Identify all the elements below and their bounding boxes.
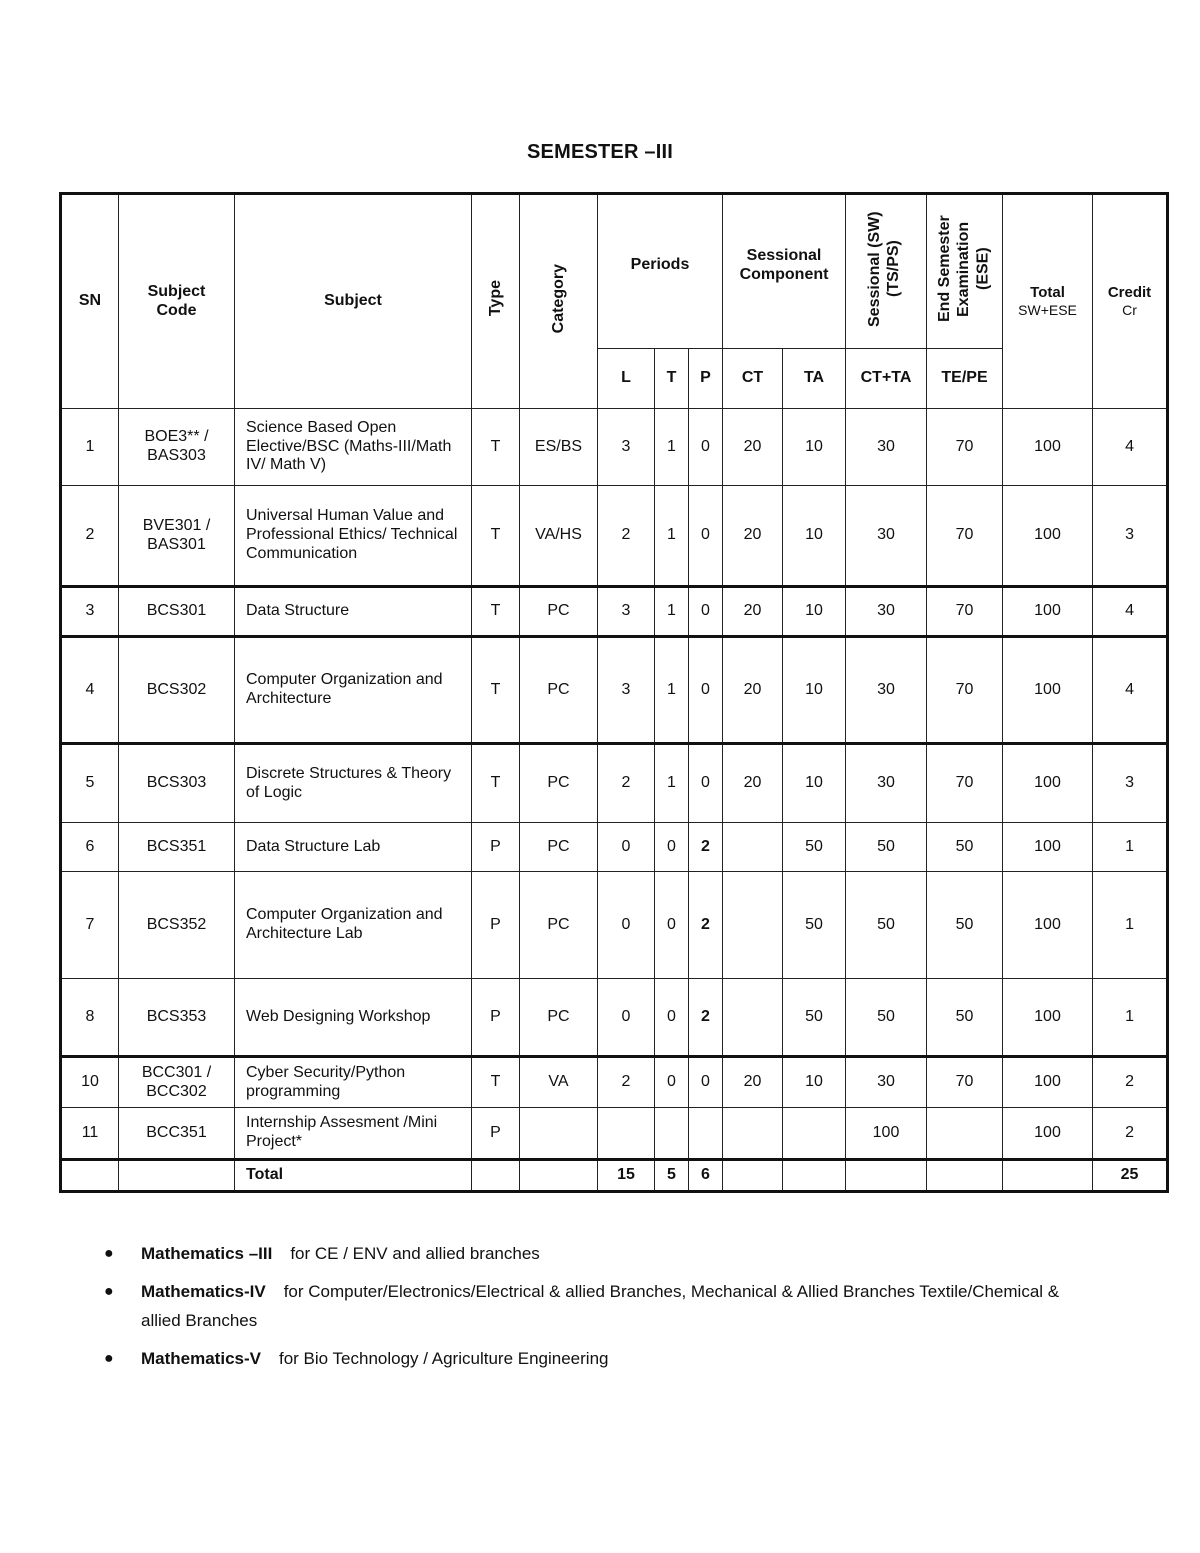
row-total: 100 xyxy=(1003,1108,1093,1160)
row-sn: 7 xyxy=(61,872,119,979)
table-row xyxy=(61,1108,1168,1160)
row-credit: 1 xyxy=(1093,872,1168,979)
row-ct xyxy=(723,872,783,979)
row-type: T xyxy=(472,1057,520,1108)
row-code: BOE3** / BAS303 xyxy=(119,409,235,486)
row-credit: 2 xyxy=(1093,1108,1168,1160)
row-l: 0 xyxy=(598,823,655,872)
header-periods: Periods xyxy=(598,194,723,349)
row-p: 0 xyxy=(689,1057,723,1108)
row-ct: 20 xyxy=(723,637,783,744)
bullet-icon: ● xyxy=(104,1349,114,1367)
table-row xyxy=(61,823,1168,872)
row-l: 3 xyxy=(598,587,655,637)
header-sessional-sw: Sessional (SW) (TS/PS) xyxy=(846,194,927,349)
row-ese: 50 xyxy=(927,872,1003,979)
row-sw: 100 xyxy=(846,1108,927,1160)
row-t: 1 xyxy=(655,486,689,587)
note-item: ● Mathematics-IV for Computer/Electronics/Electrical & allied Branches, Mechanical & Allied Branches Textile/Chemical & allied Branches xyxy=(104,1278,1101,1336)
row-code: BCS301 xyxy=(119,587,235,637)
table-row xyxy=(61,872,1168,979)
header-subject: Subject xyxy=(235,194,472,409)
row-subject: Discrete Structures & Theory of Logic xyxy=(235,744,472,823)
table-row xyxy=(61,587,1168,637)
row-ct: 20 xyxy=(723,587,783,637)
row-sw: 30 xyxy=(846,587,927,637)
row-sn: 4 xyxy=(61,637,119,744)
row-type: T xyxy=(472,486,520,587)
total-l: 15 xyxy=(598,1160,655,1192)
row-p: 0 xyxy=(689,587,723,637)
row-subject: Web Designing Workshop xyxy=(235,979,472,1057)
row-ta: 10 xyxy=(783,486,846,587)
row-type: T xyxy=(472,409,520,486)
row-p xyxy=(689,1108,723,1160)
row-l: 3 xyxy=(598,409,655,486)
row-sw: 50 xyxy=(846,979,927,1057)
row-ct: 20 xyxy=(723,744,783,823)
row-type: P xyxy=(472,1108,520,1160)
semester-table xyxy=(59,192,1169,1193)
header-credit: Credit Cr xyxy=(1093,194,1168,409)
row-t: 1 xyxy=(655,409,689,486)
row-credit: 4 xyxy=(1093,409,1168,486)
row-subject: Cyber Security/Python programming xyxy=(235,1057,472,1108)
row-t: 0 xyxy=(655,979,689,1057)
row-category: PC xyxy=(520,823,598,872)
row-code: BVE301 / BAS301 xyxy=(119,486,235,587)
row-total: 100 xyxy=(1003,744,1093,823)
row-t: 0 xyxy=(655,1057,689,1108)
row-credit: 2 xyxy=(1093,1057,1168,1108)
row-total: 100 xyxy=(1003,409,1093,486)
row-l: 2 xyxy=(598,1057,655,1108)
table-row xyxy=(61,486,1168,587)
row-ta: 50 xyxy=(783,823,846,872)
row-category: PC xyxy=(520,872,598,979)
row-type: T xyxy=(472,744,520,823)
row-ese: 70 xyxy=(927,587,1003,637)
row-ese: 50 xyxy=(927,823,1003,872)
row-ct: 20 xyxy=(723,486,783,587)
header-ta: TA xyxy=(783,349,846,409)
row-p: 0 xyxy=(689,744,723,823)
row-subject: Computer Organization and Architecture xyxy=(235,637,472,744)
row-sw: 30 xyxy=(846,744,927,823)
row-ta: 10 xyxy=(783,744,846,823)
row-sn: 2 xyxy=(61,486,119,587)
row-code: BCS351 xyxy=(119,823,235,872)
row-ese: 70 xyxy=(927,1057,1003,1108)
row-code: BCC301 / BCC302 xyxy=(119,1057,235,1108)
row-ta xyxy=(783,1108,846,1160)
row-code: BCS352 xyxy=(119,872,235,979)
row-category: ES/BS xyxy=(520,409,598,486)
total-empty-code xyxy=(119,1160,235,1192)
row-sn: 1 xyxy=(61,409,119,486)
header-t: T xyxy=(655,349,689,409)
total-p: 6 xyxy=(689,1160,723,1192)
row-ta: 50 xyxy=(783,872,846,979)
note-item: ● Mathematics –III for CE / ENV and allied branches xyxy=(104,1240,1101,1269)
row-subject: Universal Human Value and Professional Ethics/ Technical Communication xyxy=(235,486,472,587)
header-ct: CT xyxy=(723,349,783,409)
row-category: PC xyxy=(520,637,598,744)
row-p: 2 xyxy=(689,872,723,979)
row-credit: 3 xyxy=(1093,744,1168,823)
bullet-icon: ● xyxy=(104,1245,114,1262)
row-subject: Data Structure Lab xyxy=(235,823,472,872)
row-t xyxy=(655,1108,689,1160)
row-t: 1 xyxy=(655,744,689,823)
row-ta: 10 xyxy=(783,1057,846,1108)
header-ese: End Semester Examination (ESE) xyxy=(927,194,1003,349)
header-p: P xyxy=(689,349,723,409)
row-subject: Science Based Open Elective/BSC (Maths-III/Math IV/ Math V) xyxy=(235,409,472,486)
row-type: P xyxy=(472,979,520,1057)
table-row xyxy=(61,1057,1168,1108)
row-subject: Computer Organization and Architecture Lab xyxy=(235,872,472,979)
row-total: 100 xyxy=(1003,637,1093,744)
row-total: 100 xyxy=(1003,587,1093,637)
row-total: 100 xyxy=(1003,823,1093,872)
row-l: 0 xyxy=(598,979,655,1057)
row-type: T xyxy=(472,587,520,637)
total-credit: 25 xyxy=(1093,1160,1168,1192)
header-tepe: TE/PE xyxy=(927,349,1003,409)
row-ese: 70 xyxy=(927,744,1003,823)
row-total: 100 xyxy=(1003,486,1093,587)
row-t: 1 xyxy=(655,587,689,637)
header-sn: SN xyxy=(61,194,119,409)
row-credit: 4 xyxy=(1093,637,1168,744)
row-sw: 30 xyxy=(846,1057,927,1108)
row-ct: 20 xyxy=(723,1057,783,1108)
row-ese: 70 xyxy=(927,637,1003,744)
row-code: BCS353 xyxy=(119,979,235,1057)
row-ese: 70 xyxy=(927,486,1003,587)
table-row xyxy=(61,744,1168,823)
row-l xyxy=(598,1108,655,1160)
header-l: L xyxy=(598,349,655,409)
row-category: PC xyxy=(520,979,598,1057)
header-subject-code: Subject Code xyxy=(119,194,235,409)
row-type: P xyxy=(472,823,520,872)
row-t: 1 xyxy=(655,637,689,744)
header-ctta: CT+TA xyxy=(846,349,927,409)
row-type: T xyxy=(472,637,520,744)
row-ta: 10 xyxy=(783,587,846,637)
row-ct xyxy=(723,823,783,872)
row-code: BCS302 xyxy=(119,637,235,744)
row-l: 2 xyxy=(598,486,655,587)
row-ese: 50 xyxy=(927,979,1003,1057)
total-empty-sn xyxy=(61,1160,119,1192)
header-sessional-component: Sessional Component xyxy=(723,194,846,349)
row-sn: 8 xyxy=(61,979,119,1057)
row-sn: 11 xyxy=(61,1108,119,1160)
row-category: PC xyxy=(520,744,598,823)
row-p: 2 xyxy=(689,823,723,872)
row-l: 0 xyxy=(598,872,655,979)
row-sn: 6 xyxy=(61,823,119,872)
row-ese xyxy=(927,1108,1003,1160)
total-t: 5 xyxy=(655,1160,689,1192)
row-credit: 1 xyxy=(1093,823,1168,872)
row-category xyxy=(520,1108,598,1160)
row-credit: 1 xyxy=(1093,979,1168,1057)
row-ta: 10 xyxy=(783,637,846,744)
page-title: SEMESTER –III xyxy=(527,141,673,163)
row-sw: 30 xyxy=(846,637,927,744)
row-code: BCS303 xyxy=(119,744,235,823)
bullet-icon: ● xyxy=(104,1282,114,1300)
row-ct xyxy=(723,979,783,1057)
row-p: 0 xyxy=(689,486,723,587)
header-type: Type xyxy=(472,194,520,409)
row-ct xyxy=(723,1108,783,1160)
row-total: 100 xyxy=(1003,872,1093,979)
row-ct: 20 xyxy=(723,409,783,486)
row-category: PC xyxy=(520,587,598,637)
row-sw: 30 xyxy=(846,486,927,587)
row-p: 0 xyxy=(689,637,723,744)
row-subject: Data Structure xyxy=(235,587,472,637)
row-sn: 10 xyxy=(61,1057,119,1108)
header-category: Category xyxy=(520,194,598,409)
row-p: 0 xyxy=(689,409,723,486)
row-credit: 3 xyxy=(1093,486,1168,587)
row-type: P xyxy=(472,872,520,979)
table-row xyxy=(61,979,1168,1057)
header-total: Total SW+ESE xyxy=(1003,194,1093,409)
table-row xyxy=(61,409,1168,486)
row-l: 2 xyxy=(598,744,655,823)
row-ta: 10 xyxy=(783,409,846,486)
row-sw: 30 xyxy=(846,409,927,486)
row-sw: 50 xyxy=(846,823,927,872)
row-ta: 50 xyxy=(783,979,846,1057)
note-item: ● Mathematics-V for Bio Technology / Agriculture Engineering xyxy=(104,1345,1101,1374)
table-row xyxy=(61,637,1168,744)
row-total: 100 xyxy=(1003,979,1093,1057)
row-credit: 4 xyxy=(1093,587,1168,637)
row-total: 100 xyxy=(1003,1057,1093,1108)
row-sn: 5 xyxy=(61,744,119,823)
row-sn: 3 xyxy=(61,587,119,637)
row-sw: 50 xyxy=(846,872,927,979)
row-t: 0 xyxy=(655,872,689,979)
row-code: BCC351 xyxy=(119,1108,235,1160)
total-label: Total xyxy=(235,1160,472,1192)
notes-list xyxy=(104,1240,1101,1383)
row-category: VA xyxy=(520,1057,598,1108)
row-ese: 70 xyxy=(927,409,1003,486)
row-subject: Internship Assesment /Mini Project* xyxy=(235,1108,472,1160)
row-p: 2 xyxy=(689,979,723,1057)
row-t: 0 xyxy=(655,823,689,872)
row-category: VA/HS xyxy=(520,486,598,587)
row-l: 3 xyxy=(598,637,655,744)
